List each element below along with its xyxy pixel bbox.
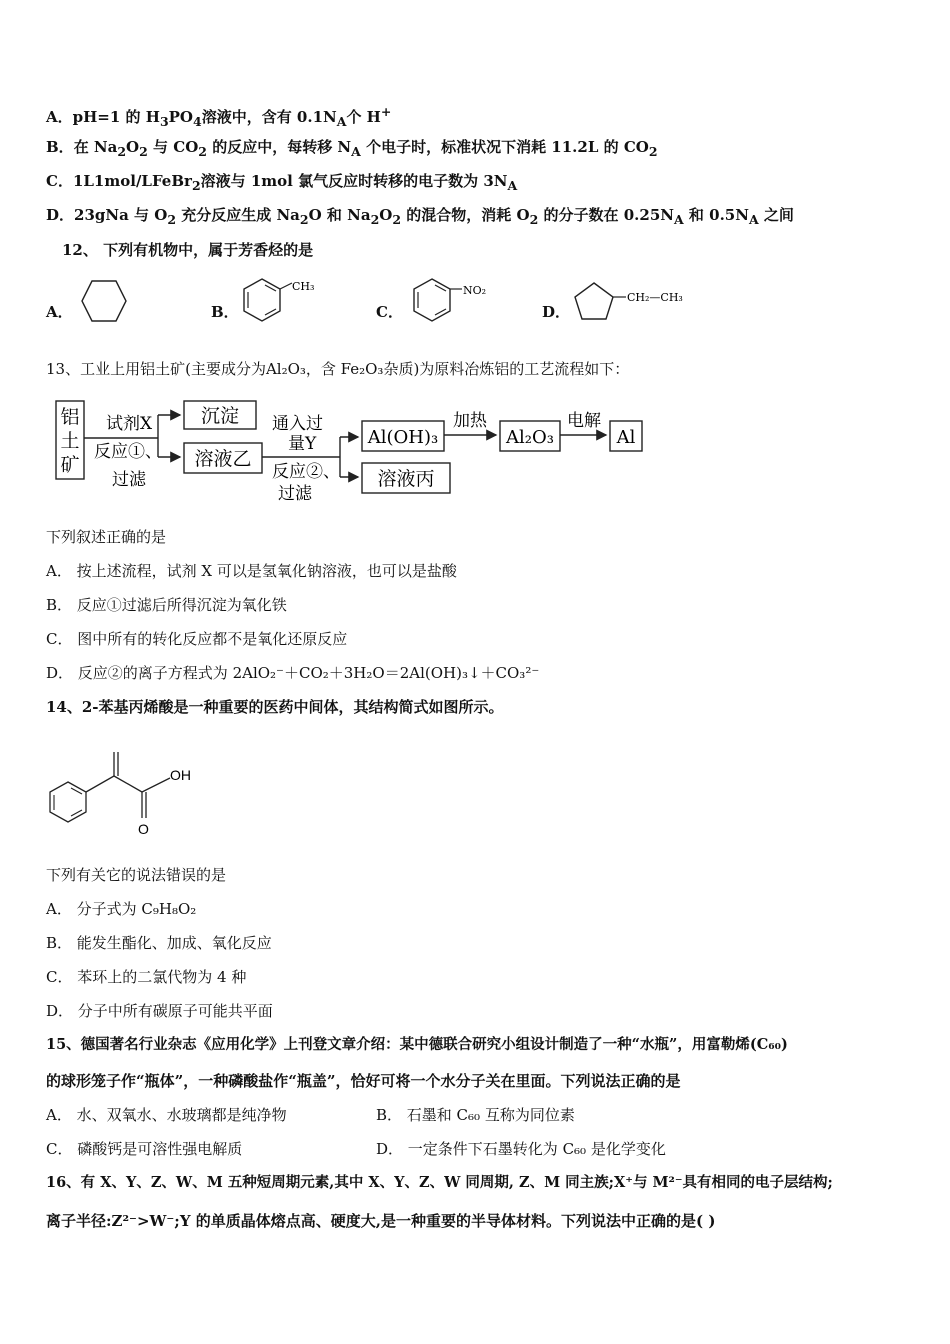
- q11-option-d: D．23gNa 与 $O_2$ 充分反应生成 $Na_2O$ 和 $Na_2O_2$ 的混合物，消耗 $O_2$ 的分子数在 $0.25N_A$ 和 $0.5N_A$ 之间: [46, 206, 794, 227]
- q15-option-b: B． 石墨和 C₆₀ 互称为同位素: [376, 1106, 575, 1124]
- q13-option-c: C． 图中所有的转化反应都不是氧化还原反应: [46, 630, 348, 648]
- hydroxyl-label: OH: [170, 767, 191, 783]
- q16-stem-line-2: 离子半径:Z²⁻>W⁻;Y 的单质晶体熔点高、硬度大,是一种重要的半导体材料。下列说法中正确的是( ): [46, 1212, 716, 1230]
- ch3-group-label: CH₃: [292, 280, 315, 293]
- q12-option-a-label: A．: [46, 303, 73, 321]
- heat-label: 加热: [453, 411, 487, 431]
- ethyl-group-label: CH₂—CH₃: [627, 291, 683, 304]
- reaction-2-label: 反应②、: [272, 462, 340, 482]
- q13-option-d: D． 反应②的离子方程式为 2AlO₂⁻＋CO₂＋3H₂O＝2Al(OH)₃↓＋CO₃²⁻: [46, 664, 540, 682]
- ore-char-2: 土: [60, 430, 80, 452]
- filter-1-label: 过滤: [112, 470, 146, 490]
- ore-char-3: 矿: [60, 454, 80, 476]
- ethylcyclopentane-structure: [572, 280, 702, 326]
- q12-option-b-label: B．: [211, 303, 239, 321]
- q13-option-b: B． 反应①过滤后所得沉淀为氧化铁: [46, 596, 287, 614]
- q14-option-c: C． 苯环上的二氯代物为 4 种: [46, 968, 247, 986]
- phenylacrylic-acid-structure: [44, 750, 214, 840]
- q13-option-a: A． 按上述流程，试剂 X 可以是氢氧化钠溶液，也可以是盐酸: [46, 562, 457, 580]
- electrolysis-label: 电解: [567, 411, 601, 431]
- solution-b-label: 溶液乙: [194, 448, 252, 470]
- process-flow-diagram: [50, 393, 650, 511]
- q14-option-a: A． 分子式为 C₉H₈O₂: [46, 900, 197, 918]
- q14-option-d: D． 分子中所有碳原子可能共平面: [46, 1002, 273, 1020]
- carbonyl-oxygen-label: O: [138, 821, 149, 837]
- solution-c-label: 溶液丙: [377, 468, 435, 490]
- q15-stem-line-2: 的球形笼子作“瓶体”，一种磷酸盐作“瓶盖”，恰好可将一个水分子关在里面。下列说法正确的是: [46, 1072, 681, 1090]
- al-label: Al: [616, 427, 636, 448]
- reaction-1-label: 反应①、: [94, 442, 162, 462]
- q13-stem: 13、工业上用铝土矿(主要成分为Al₂O₃，含 Fe₂O₃杂质)为原料冶炼铝的工艺流程如下：: [46, 360, 630, 378]
- no2-group-label: NO₂: [463, 284, 487, 297]
- nitrobenzene-structure: [408, 276, 503, 330]
- q11-a-label: A．: [46, 108, 73, 126]
- q11-option-c: C．1L1mol/LFeBr$_2$溶液与 1mol 氯气反应时转移的电子数为 $3N_A$: [46, 172, 518, 193]
- ore-char-1: 铝: [60, 406, 80, 428]
- q12-option-d-label: D．: [542, 303, 571, 321]
- pass-y-label-2: 量Y: [288, 434, 317, 454]
- q13-ask: 下列叙述正确的是: [46, 528, 167, 546]
- q11-option-a: A．pH=1 的 $H_3PO_4$溶液中，含有 $0.1N_A$个 H+: [46, 104, 392, 129]
- cyclohexane-structure: [80, 278, 128, 324]
- al2o3-label: Al₂O₃: [506, 427, 554, 448]
- aloh3-label: Al(OH)₃: [367, 427, 439, 448]
- q15-option-c: C． 磷酸钙是可溶性强电解质: [46, 1140, 243, 1158]
- precipitate-label: 沉淀: [200, 405, 240, 427]
- q12-option-c-label: C．: [376, 303, 403, 321]
- q15-stem-line-1: 15、德国著名行业杂志《应用化学》上刊登文章介绍：某中德联合研究小组设计制造了一种“水瓶”，用富勒烯(C₆₀): [46, 1036, 788, 1053]
- q12-stem: 12、 下列有机物中，属于芳香烃的是: [62, 241, 314, 259]
- q15-option-a: A． 水、双氧水、水玻璃都是纯净物: [46, 1106, 287, 1124]
- toluene-structure: [238, 276, 328, 328]
- q14-option-b: B． 能发生酯化、加成、氧化反应: [46, 934, 272, 952]
- reagent-x-label: 试剂X: [106, 414, 153, 434]
- filter-2-label: 过滤: [278, 484, 312, 504]
- q16-stem-line-1: 16、有 X、Y、Z、W、M 五种短周期元素,其中 X、Y、Z、W 同周期, Z、M 同主族;X⁺与 M²⁻具有相同的电子层结构;: [46, 1174, 833, 1191]
- q11-option-b: B．在 $Na_2O_2$ 与 $CO_2$ 的反应中，每转移 $N_A$ 个电子时，标准状况下消耗 11.2L 的 $CO_2$: [46, 138, 658, 159]
- q15-option-d: D． 一定条件下石墨转化为 C₆₀ 是化学变化: [376, 1140, 666, 1158]
- pass-y-label-1: 通入过: [272, 414, 323, 434]
- q14-stem: 14、2-苯基丙烯酸是一种重要的医药中间体，其结构简式如图所示。: [46, 698, 504, 716]
- q14-ask: 下列有关它的说法错误的是: [46, 866, 227, 884]
